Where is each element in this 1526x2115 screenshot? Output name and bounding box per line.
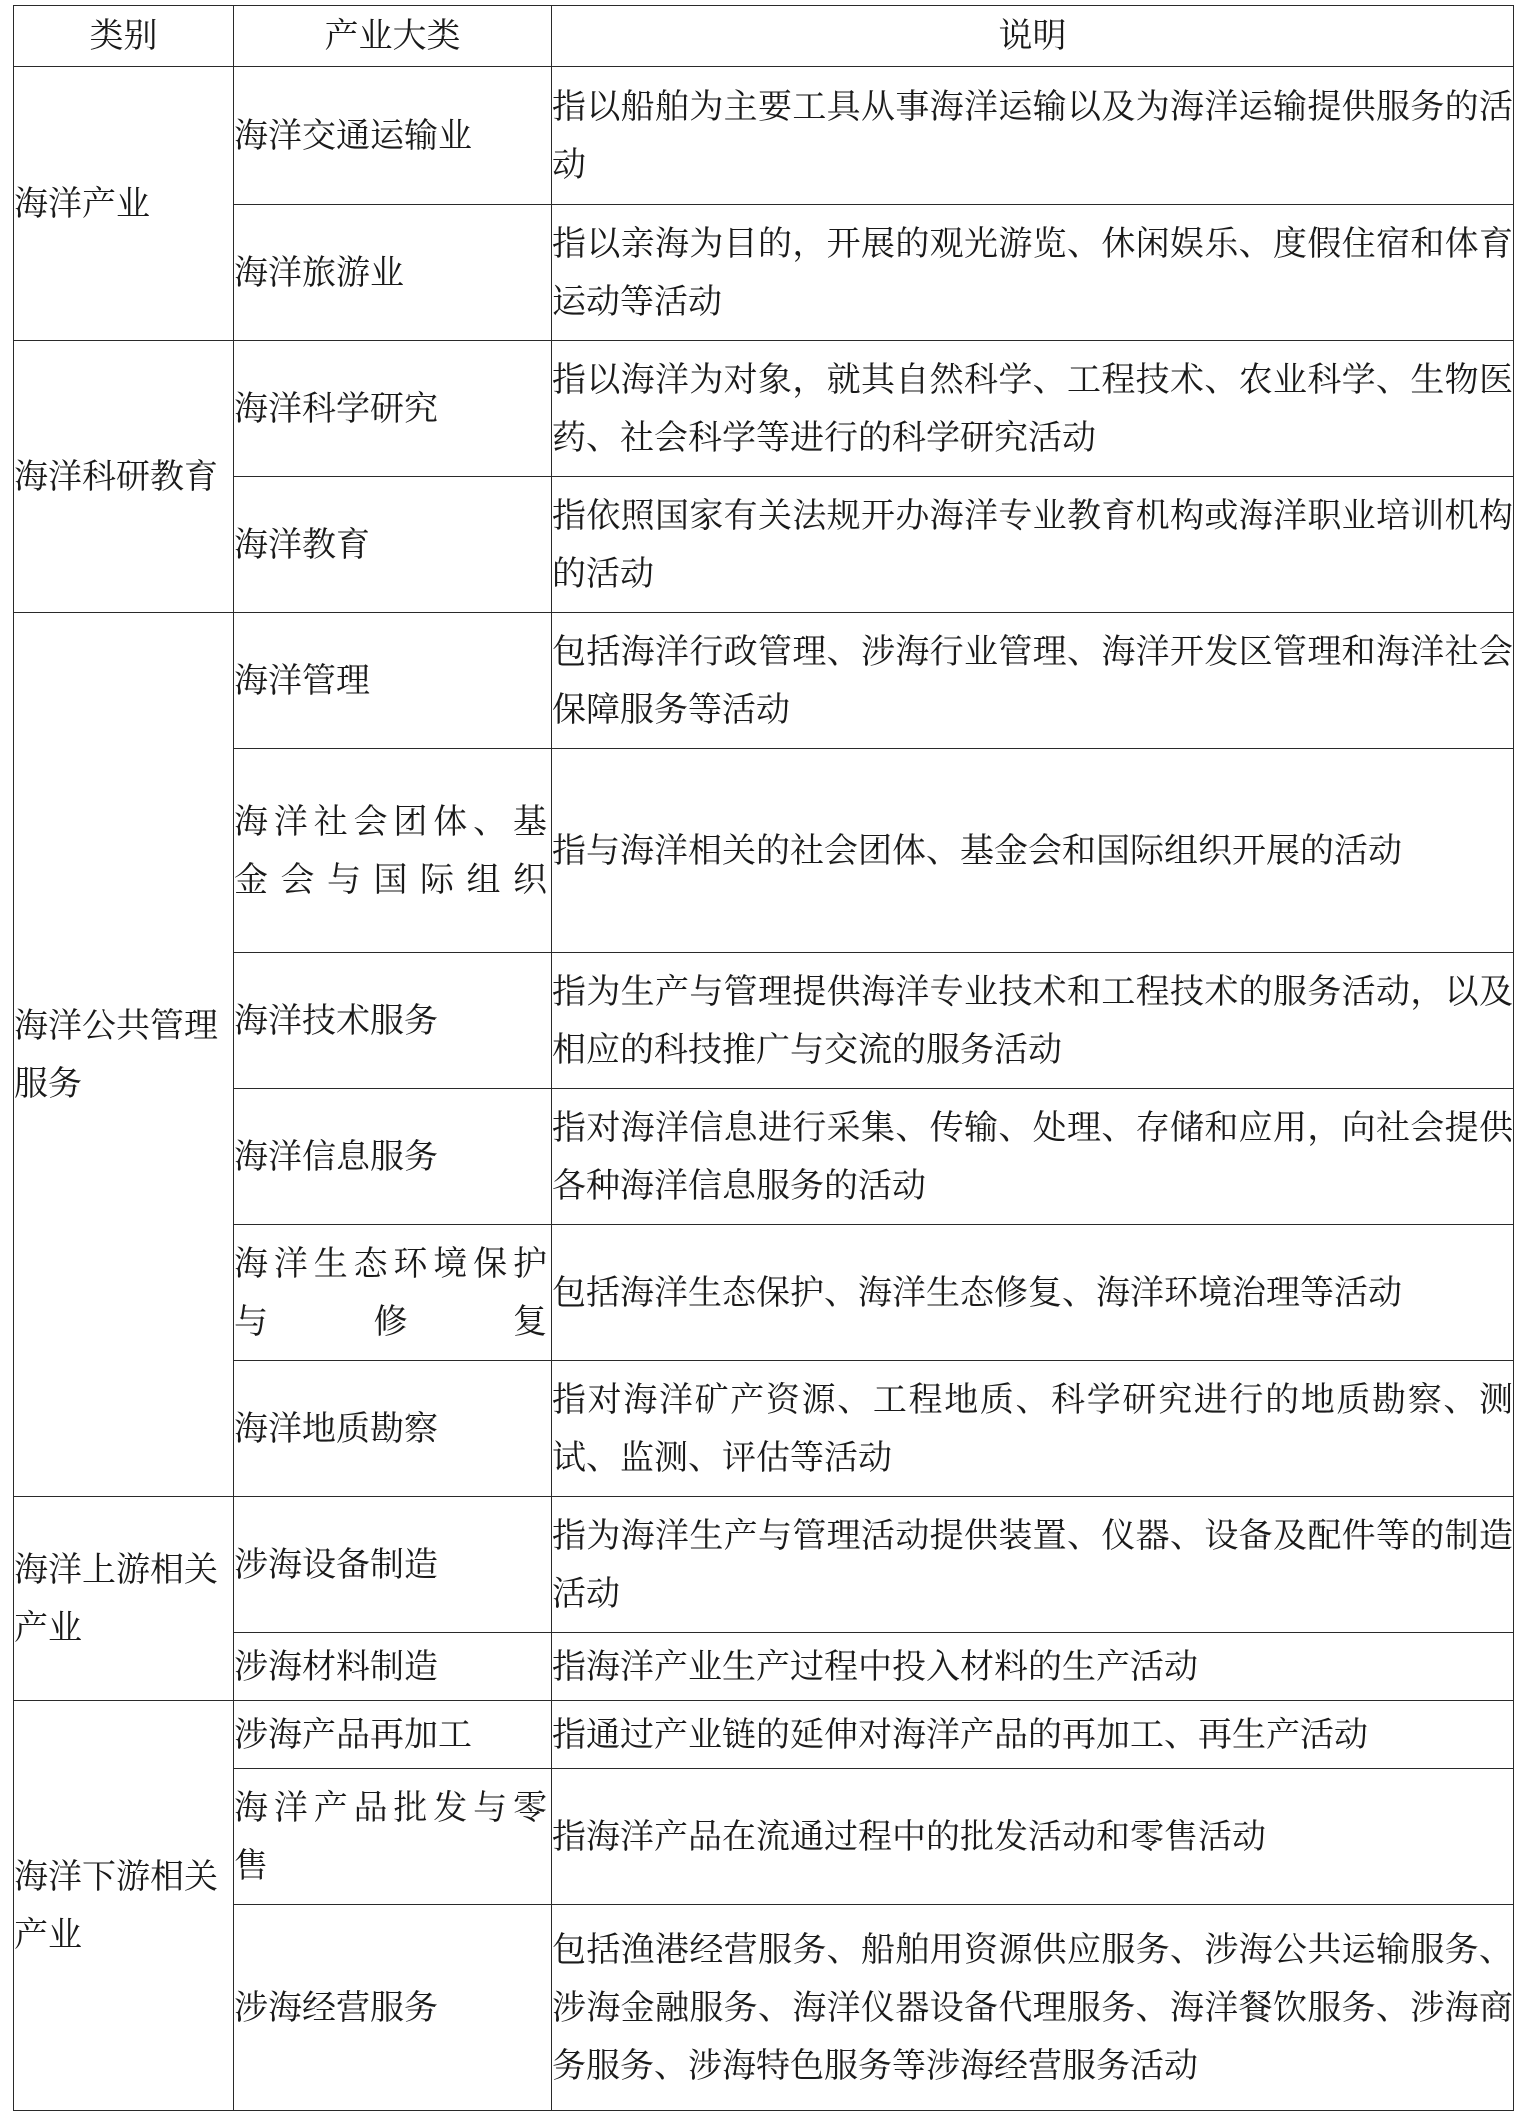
category-cell: 海洋产业 bbox=[14, 67, 234, 341]
industry-classification-table bbox=[13, 5, 1514, 2111]
industry-cell: 海洋生态环境保护与修复 bbox=[234, 1225, 552, 1361]
table-row bbox=[14, 477, 1514, 613]
industry-cell: 海洋地质勘察 bbox=[234, 1361, 552, 1497]
description-cell: 指为生产与管理提供海洋专业技术和工程技术的服务活动，以及相应的科技推广与交流的服务活动 bbox=[552, 953, 1514, 1089]
industry-cell: 海洋信息服务 bbox=[234, 1089, 552, 1225]
table-row bbox=[14, 1225, 1514, 1361]
description-cell: 指依照国家有关法规开办海洋专业教育机构或海洋职业培训机构的活动 bbox=[552, 477, 1514, 613]
table-row bbox=[14, 1633, 1514, 1701]
table-row bbox=[14, 1361, 1514, 1497]
table-row bbox=[14, 1701, 1514, 1769]
description-cell: 指以亲海为目的，开展的观光游览、休闲娱乐、度假住宿和体育运动等活动 bbox=[552, 205, 1514, 341]
table-row bbox=[14, 205, 1514, 341]
table-row bbox=[14, 613, 1514, 749]
table-row bbox=[14, 341, 1514, 477]
description-cell: 指以船舶为主要工具从事海洋运输以及为海洋运输提供服务的活动 bbox=[552, 67, 1514, 205]
header-category: 类别 bbox=[14, 6, 234, 67]
table-row bbox=[14, 67, 1514, 205]
description-cell: 指海洋产业生产过程中投入材料的生产活动 bbox=[552, 1633, 1514, 1701]
description-cell: 指对海洋矿产资源、工程地质、科学研究进行的地质勘察、测试、监测、评估等活动 bbox=[552, 1361, 1514, 1497]
industry-cell: 海洋技术服务 bbox=[234, 953, 552, 1089]
industry-cell: 海洋交通运输业 bbox=[234, 67, 552, 205]
table-row bbox=[14, 749, 1514, 953]
description-cell: 包括海洋行政管理、涉海行业管理、海洋开发区管理和海洋社会保障服务等活动 bbox=[552, 613, 1514, 749]
table-row bbox=[14, 1905, 1514, 2111]
table-header-row bbox=[14, 6, 1514, 67]
description-cell: 指通过产业链的延伸对海洋产品的再加工、再生产活动 bbox=[552, 1701, 1514, 1769]
industry-cell: 海洋旅游业 bbox=[234, 205, 552, 341]
industry-cell: 海洋科学研究 bbox=[234, 341, 552, 477]
category-cell: 海洋科研教育 bbox=[14, 341, 234, 613]
industry-cell: 涉海产品再加工 bbox=[234, 1701, 552, 1769]
description-cell: 包括渔港经营服务、船舶用资源供应服务、涉海公共运输服务、涉海金融服务、海洋仪器设备代理服务、海洋餐饮服务、涉海商务服务、涉海特色服务等涉海经营服务活动 bbox=[552, 1905, 1514, 2111]
industry-cell: 涉海经营服务 bbox=[234, 1905, 552, 2111]
industry-cell: 海洋社会团体、基金会与国际组织 bbox=[234, 749, 552, 953]
category-cell: 海洋上游相关产业 bbox=[14, 1497, 234, 1701]
description-cell: 指为海洋生产与管理活动提供装置、仪器、设备及配件等的制造活动 bbox=[552, 1497, 1514, 1633]
table-row bbox=[14, 953, 1514, 1089]
header-description: 说明 bbox=[552, 6, 1514, 67]
description-cell: 包括海洋生态保护、海洋生态修复、海洋环境治理等活动 bbox=[552, 1225, 1514, 1361]
industry-cell: 海洋教育 bbox=[234, 477, 552, 613]
industry-cell: 海洋产品批发与零售 bbox=[234, 1769, 552, 1905]
industry-cell: 涉海设备制造 bbox=[234, 1497, 552, 1633]
table-row bbox=[14, 1497, 1514, 1633]
category-cell: 海洋下游相关产业 bbox=[14, 1701, 234, 2111]
description-cell: 指与海洋相关的社会团体、基金会和国际组织开展的活动 bbox=[552, 749, 1514, 953]
header-industry: 产业大类 bbox=[234, 6, 552, 67]
description-cell: 指以海洋为对象，就其自然科学、工程技术、农业科学、生物医药、社会科学等进行的科学研究活动 bbox=[552, 341, 1514, 477]
table-row bbox=[14, 1769, 1514, 1905]
description-cell: 指对海洋信息进行采集、传输、处理、存储和应用，向社会提供各种海洋信息服务的活动 bbox=[552, 1089, 1514, 1225]
description-cell: 指海洋产品在流通过程中的批发活动和零售活动 bbox=[552, 1769, 1514, 1905]
category-cell: 海洋公共管理服务 bbox=[14, 613, 234, 1497]
industry-cell: 涉海材料制造 bbox=[234, 1633, 552, 1701]
industry-cell: 海洋管理 bbox=[234, 613, 552, 749]
table-row bbox=[14, 1089, 1514, 1225]
